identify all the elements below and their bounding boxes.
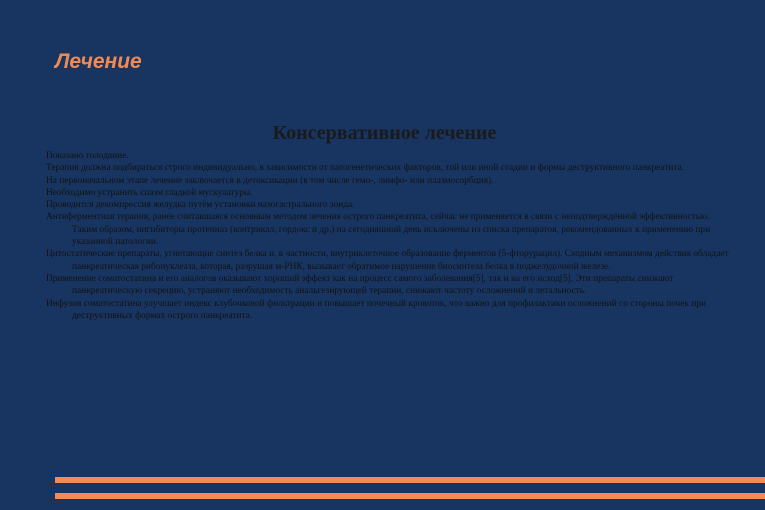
paragraph-decompression: Проводится декомпрессия желудка путём установки назогастрального зонда. [46, 200, 355, 211]
paragraph-infusion: Инфузия соматостатина улучшает индекс клубочковой фильтрации и повышает почечный кровоток, что важно для профилактики осложнений со стороны почек при деструктивных формах острого панкреатита. [46, 298, 707, 321]
paragraph-cytostatics: Цитостатические препараты, угнетающие синтез белка и, в частности, внутриклеточное образование ферментов (5-фторурацил). Сходным механизмом действия обладает панкреатическая рибонуклеаза, которая, разрушая м-РНК, вызывает обратимое нарушение биосинтеза белка в поджелудочной железе. [46, 249, 729, 272]
paragraph-fasting: Показано голодание. [46, 151, 129, 161]
paragraph-spasm: Необходимо устранить спазм гладкой мускулатуры. [46, 187, 253, 198]
paragraph-antienzyme: Антиферментная терапия, ранее считавшаяся основным методом лечения острого панкреатита, сейчас не применяется в связи с неподтверждённой эффективностью. Таким образом, ингибиторы протеиназ (контрикал, гордокс и др.) на сегодняшний день исключены из списка препаратов, рекомендованных к применению при указанной патологии. [46, 212, 711, 248]
paragraph-detoxification: На первоначальном этапе лечение заключается в детоксикации (в том числе гемо-, лимфо- или плазмосорбция). [46, 175, 494, 186]
paragraph-individual-therapy: Терапия должна подбираться строго индивидуально, в зависимости от патогенетических факторов, той или иной стадии и формы деструктивного панкреатита. [46, 163, 685, 174]
accent-stripe-bottom [55, 493, 765, 499]
content-body [46, 150, 736, 322]
paragraph-somatostatin: Применение соматостатина и его аналогов оказывают хороший эффект как на процесс самого заболевания[5], так и на его исход[5]. Эти препараты снижают панкреатическую секрецию, устраняют необходимость анальгезирующей терапии, снижают частоту осложнений и летальность. [46, 273, 674, 297]
slide-title: Лечение [55, 50, 142, 73]
slide-subtitle: Консервативное лечение [272, 122, 497, 144]
accent-stripe-top [55, 477, 765, 483]
